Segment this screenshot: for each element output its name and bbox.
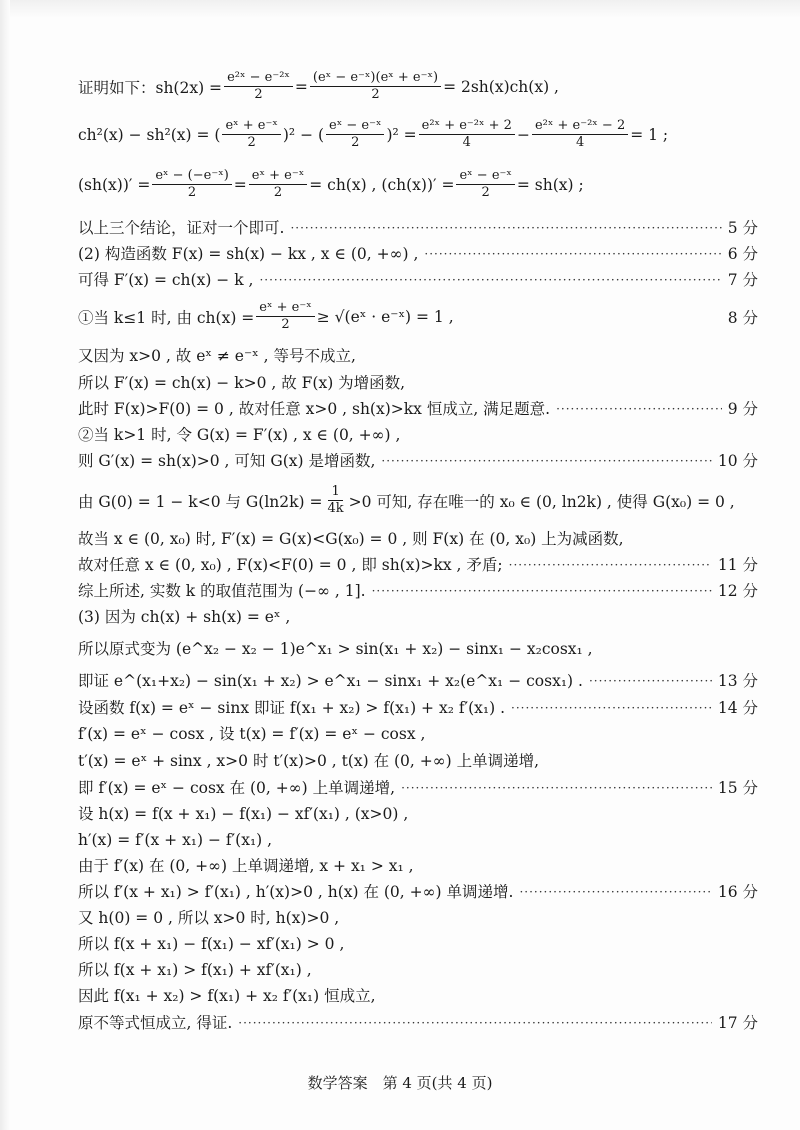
answer-line (78, 907, 758, 929)
answer-line (78, 985, 758, 1007)
denominator: 4 (462, 135, 471, 150)
denominator: 2 (351, 135, 360, 150)
numerator: eˣ + e⁻ˣ (222, 118, 280, 135)
case1-line (78, 300, 758, 333)
text-segment: ≥ √(eˣ · e⁻ˣ) = 1 , (316, 307, 454, 326)
proof-line-sh2x (78, 70, 758, 103)
page-footer: 数学答案 第 4 页(共 4 页) (307, 1074, 493, 1092)
score-label: 14 分 (717, 699, 758, 717)
answer-line (78, 638, 758, 660)
score-label: 10 分 (717, 452, 758, 470)
text-segment: )² − ( (282, 125, 325, 144)
text-segment: ch²(x) − sh²(x) = ( (78, 125, 221, 144)
numerator: e²ˣ + e⁻²ˣ + 2 (419, 118, 515, 135)
score-label: 17 分 (717, 1014, 758, 1032)
text-segment: − (516, 125, 530, 144)
dot-leader (556, 398, 722, 420)
fraction (224, 70, 293, 103)
answer-line (78, 345, 758, 367)
answer-line (78, 803, 758, 825)
fraction (325, 484, 347, 517)
denominator: 2 (187, 185, 197, 200)
line-text: 即 f′(x) = eˣ − cosx 在 (0, +∞) 上单调递增, (78, 779, 396, 797)
fraction (326, 118, 384, 151)
line-text: 又 h(0) = 0 , 所以 x>0 时, h(x)>0 , (78, 909, 340, 927)
dot-leader (519, 881, 711, 903)
line-text: 则 G′(x) = sh(x)>0 , 可知 G(x) 是增函数, (78, 452, 376, 470)
numerator: eˣ − e⁻ˣ (326, 118, 384, 135)
score-label: 15 分 (717, 779, 758, 797)
line-text: t′(x) = eˣ + sinx , x>0 时 t′(x)>0 , t(x) 在 (0, +∞) 上单调递增, (78, 752, 540, 770)
denominator: 2 (254, 87, 263, 102)
denominator: 4 (575, 135, 585, 150)
fraction (419, 118, 515, 151)
text-segment: = (233, 175, 247, 194)
denominator: 2 (247, 135, 256, 150)
answer-line (78, 398, 758, 420)
answer-line (78, 528, 758, 550)
dot-leader (372, 580, 712, 602)
text-segment: 由 G(0) = 1 − k<0 与 G(ln2k) = (78, 492, 323, 511)
line-text: 所以 f(x + x₁) > f(x₁) + xf′(x₁) , (78, 961, 312, 979)
fraction (152, 168, 231, 201)
numerator: e²ˣ + e⁻²ˣ − 2 (532, 118, 628, 135)
answer-line (78, 606, 758, 628)
line-text: 故对任意 x ∈ (0, x₀) , F(x)<F(0) = 0 , 即 sh(x)>kx , 矛盾; (78, 556, 503, 574)
line-text: ②当 k>1 时, 令 G(x) = F′(x) , x ∈ (0, +∞) , (78, 426, 401, 444)
line-text: 原不等式恒成立, 得证. (78, 1014, 233, 1032)
proof-line-derivatives (78, 168, 758, 201)
case2-line (78, 484, 758, 517)
proof-line-ch2-sh2 (78, 118, 758, 151)
scan-edge-top (0, 0, 800, 18)
answer-line (78, 372, 758, 394)
dot-leader (589, 670, 712, 692)
line-text: 可得 F′(x) = ch(x) − k , (78, 271, 254, 289)
denominator: 2 (481, 185, 490, 200)
dot-leader (401, 777, 712, 799)
fraction (456, 168, 514, 201)
dot-leader (259, 269, 721, 291)
answer-line (78, 697, 758, 719)
dot-leader (381, 450, 711, 472)
text-segment: = (294, 77, 308, 96)
line-text: h′(x) = f′(x + x₁) − f′(x₁) , (78, 831, 273, 849)
score-label: 5 分 (727, 219, 758, 237)
answer-line (78, 554, 758, 576)
text-segment: 证明如下：sh(2x) = (78, 78, 223, 97)
dot-leader (238, 1012, 712, 1034)
answer-line (78, 829, 758, 851)
line-text: 此时 F(x)>F(0) = 0 , 故对任意 x>0 , sh(x)>kx 恒成立, 满足题意. (78, 400, 551, 418)
answer-line (78, 750, 758, 772)
dot-leader (424, 243, 721, 265)
text-segment: = 1 ; (630, 125, 669, 144)
line-text: 即证 e^(x₁+x₂) − sin(x₁ + x₂) > e^x₁ − sinx₁ + x₂(e^x₁ − cosx₁) . (78, 672, 583, 690)
answer-line (78, 959, 758, 981)
denominator: 2 (371, 87, 380, 102)
score-label: 11 分 (717, 556, 758, 574)
numerator: (eˣ − e⁻ˣ)(eˣ + e⁻ˣ) (310, 70, 441, 87)
numerator: eˣ + e⁻ˣ (256, 300, 314, 317)
score-label: 7 分 (727, 271, 758, 289)
answer-line (78, 217, 758, 239)
score-label: 12 分 (717, 582, 758, 600)
fraction (249, 168, 307, 201)
text-segment: = ch(x) , (ch(x))′ = (309, 175, 455, 194)
line-text: (3) 因为 ch(x) + sh(x) = eˣ , (78, 608, 291, 626)
score-label: 16 分 (717, 883, 758, 901)
answer-line (78, 269, 758, 291)
numerator: e²ˣ − e⁻²ˣ (224, 70, 293, 87)
numerator: eˣ − (−e⁻ˣ) (152, 168, 231, 185)
line-text: (2) 构造函数 F(x) = sh(x) − kx , x ∈ (0, +∞) , (78, 245, 419, 263)
denominator: 2 (281, 317, 290, 332)
line-text: 由于 f′(x) 在 (0, +∞) 上单调递增, x + x₁ > x₁ , (78, 857, 414, 875)
answer-line (78, 670, 758, 692)
numerator: eˣ − e⁻ˣ (456, 168, 514, 185)
text-segment: ①当 k≤1 时, 由 ch(x) = (78, 308, 255, 327)
answer-line (78, 1012, 758, 1034)
line-text: 所以 f(x + x₁) − f(x₁) − xf′(x₁) > 0 , (78, 935, 345, 953)
score-label: 8 分 (727, 308, 758, 327)
score-label: 9 分 (727, 400, 758, 418)
line-text: 综上所述, 实数 k 的取值范围为 (−∞ , 1]. (78, 582, 366, 600)
fraction (222, 118, 280, 151)
score-label: 6 分 (727, 245, 758, 263)
answer-line (78, 450, 758, 472)
fraction (532, 118, 628, 151)
answer-line (78, 933, 758, 955)
text-segment: = sh(x) ; (516, 175, 584, 194)
answer-line (78, 881, 758, 903)
answer-line (78, 243, 758, 265)
text-segment: = 2sh(x)ch(x) , (443, 77, 559, 96)
dot-leader (511, 697, 712, 719)
numerator: eˣ + e⁻ˣ (249, 168, 307, 185)
line-text: 因此 f(x₁ + x₂) > f(x₁) + x₂ f′(x₁) 恒成立, (78, 987, 376, 1005)
line-text: 设 h(x) = f(x + x₁) − f(x₁) − xf′(x₁) , (x>0) , (78, 805, 409, 823)
dot-leader (290, 217, 721, 239)
line-text: 又因为 x>0 , 故 eˣ ≠ e⁻ˣ , 等号不成立, (78, 347, 356, 365)
line-text: 以上三个结论，证对一个即可. (78, 219, 285, 237)
answer-line (78, 777, 758, 799)
fraction (256, 300, 314, 333)
line-text: 所以 F′(x) = ch(x) − k>0 , 故 F(x) 为增函数, (78, 374, 406, 392)
score-label: 13 分 (717, 672, 758, 690)
scan-edge-left (0, 0, 10, 1130)
line-text: 所以原式变为 (e^x₂ − x₂ − 1)e^x₁ > sin(x₁ + x₂) − sinx₁ − x₂cosx₁ , (78, 640, 593, 658)
text-segment: (sh(x))′ = (78, 175, 151, 194)
denominator: 4k (327, 501, 344, 516)
answer-line (78, 580, 758, 602)
line-text: 设函数 f(x) = eˣ − sinx 即证 f(x₁ + x₂) > f(x₁) + x₂ f′(x₁) . (78, 699, 506, 717)
text-segment: >0 可知, 存在唯一的 x₀ ∈ (0, ln2k) , 使得 G(x₀) = 0 , (348, 492, 735, 511)
fraction (310, 70, 441, 103)
answer-line (78, 855, 758, 877)
line-text: 所以 f′(x + x₁) > f′(x₁) , h′(x)>0 , h(x) 在 (0, +∞) 单调递增. (78, 883, 514, 901)
text-segment: )² = (386, 125, 417, 144)
answer-line (78, 723, 758, 745)
numerator: 1 (328, 484, 342, 501)
answer-line (78, 424, 758, 446)
dot-leader (509, 554, 712, 576)
line-text: 故当 x ∈ (0, x₀) 时, F′(x) = G(x)<G(x₀) = 0 , 则 F(x) 在 (0, x₀) 上为减函数, (78, 530, 624, 548)
line-text: f′(x) = eˣ − cosx , 设 t(x) = f′(x) = eˣ − cosx , (78, 725, 426, 743)
denominator: 2 (273, 185, 283, 200)
